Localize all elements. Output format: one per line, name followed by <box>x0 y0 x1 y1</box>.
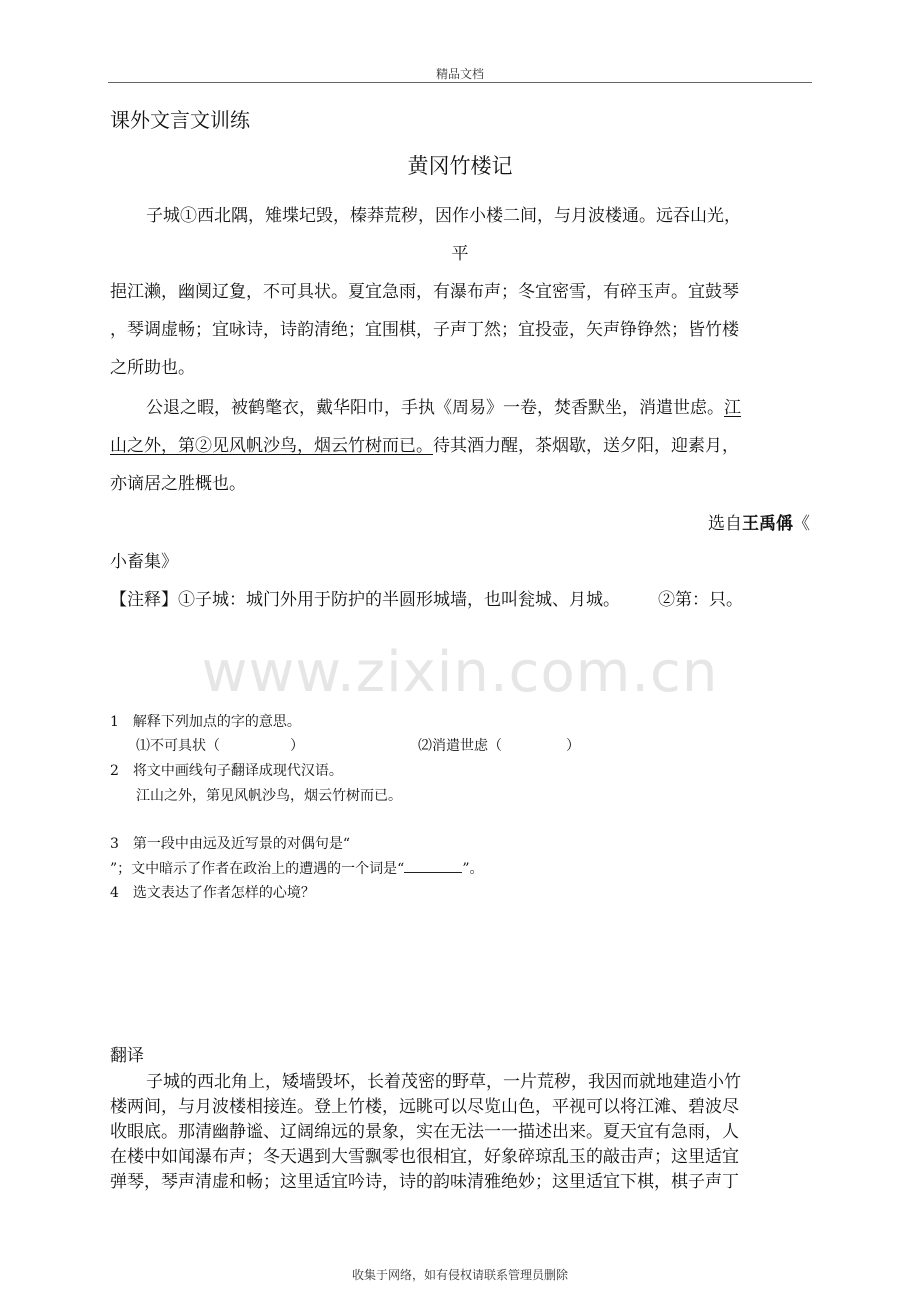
passage-title: 黄冈竹楼记 <box>407 154 513 178</box>
source-line <box>708 514 810 534</box>
question-3-text: ”；文中暗示了作者在政治上的遭遇的一个词是“ <box>110 861 405 877</box>
passage-text: 待其酒力醒，茶烟歇，送夕阳，迎素月， <box>433 436 739 456</box>
question-3 <box>110 836 350 852</box>
translation-line: 收眼底。那清幽静谧、辽阔绵远的景象，实在无法一一描述出来。夏天宜有急雨，人 <box>110 1122 739 1142</box>
passage-line <box>110 436 739 456</box>
answer-blank[interactable] <box>404 860 462 873</box>
source-book: 小畜集》 <box>110 552 178 572</box>
source-author: 王禹偁 <box>742 514 793 534</box>
translation-line: 子城的西北角上，矮墙毁坏，长着茂密的野草，一片荒秽，我因而就地建造小竹 <box>146 1072 741 1092</box>
section-title: 课外文言文训练 <box>110 108 250 132</box>
header-divider <box>108 82 812 83</box>
question-number: 4 <box>110 885 119 901</box>
passage-line: 亦谪居之胜概也。 <box>110 474 246 494</box>
question-number: 1 <box>110 714 119 730</box>
underlined-sentence: 江 <box>724 398 741 418</box>
underlined-sentence: 山之外，第②见风帆沙鸟，烟云竹树而已。 <box>110 436 433 456</box>
page-header: 精品文档 <box>435 67 484 81</box>
translation-line: 楼两间，与月波楼相接连。登上竹楼，远眺可以尽览山色，平视可以将江滩、碧波尽 <box>110 1097 739 1117</box>
question-1b <box>418 738 580 754</box>
note-line <box>110 590 743 610</box>
note-label: 【注释】 <box>110 590 178 610</box>
question-text: 选文表达了作者怎样的心境？ <box>132 885 315 901</box>
question-3-close: ”。 <box>462 861 484 877</box>
question-1b-close: ） <box>566 738 580 754</box>
passage-text: 公退之暇，被鹤氅衣，戴华阳巾，手执《周易》一卷，焚香默坐，消遣世虑。 <box>146 398 724 418</box>
passage-line <box>146 398 741 418</box>
passage-line: 之所助也。 <box>110 358 195 378</box>
translation-line: 在楼中如闻瀑布声；冬天遇到大雪飘零也很相宜，好象碎琼乱玉的敲击声；这里适宜 <box>110 1147 739 1167</box>
question-1b-text: ⑵消遣世虑（ <box>418 738 502 754</box>
question-1a <box>136 738 304 754</box>
question-number: 3 <box>110 836 119 852</box>
passage-line: ，琴调虚畅；宜咏诗，诗韵清绝；宜围棋，子声丁然；宜投壶，矢声铮铮然；皆竹楼 <box>110 320 739 340</box>
source-prefix: 选自 <box>708 514 742 534</box>
passage-line: 挹江濑，幽阒辽夐，不可具状。夏宜急雨，有瀑布声；冬宜密雪，有碎玉声。宜鼓琴 <box>110 282 739 302</box>
page-footer: 收集于网络，如有侵权请联系管理员删除 <box>351 1268 568 1282</box>
question-4 <box>110 885 315 901</box>
question-text: 第一段中由远及近写景的对偶句是“ <box>132 836 351 852</box>
question-1 <box>110 714 301 730</box>
question-1a-close: ） <box>290 738 304 754</box>
translation-heading: 翻译 <box>110 1046 144 1066</box>
question-2-sentence: 江山之外，第见风帆沙鸟，烟云竹树而已。 <box>136 788 402 804</box>
question-text: 解释下列加点的字的意思。 <box>132 714 301 730</box>
watermark: www.zixin.com.cn <box>201 640 719 705</box>
question-text: 将文中画线句子翻译成现代汉语。 <box>132 763 343 779</box>
passage-line: 子城①西北隅，雉堞圮毁，榛莽荒秽，因作小楼二间，与月波楼通。远吞山光， <box>146 206 741 226</box>
translation-line: 弹琴，琴声清虚和畅；这里适宜吟诗，诗的韵味清雅绝妙；这里适宜下棋，棋子声丁 <box>110 1172 739 1192</box>
question-number: 2 <box>110 763 119 779</box>
question-3-line2 <box>110 860 484 877</box>
passage-line: 平 <box>451 244 469 264</box>
question-1a-text: ⑴不可具状（ <box>136 738 220 754</box>
source-open-bracket: 《 <box>793 514 810 534</box>
note-1: ①子城：城门外用于防护的半圆形城墙，也叫瓮城、月城。 <box>178 590 620 610</box>
note-2: ②第：只。 <box>658 590 743 610</box>
question-2 <box>110 763 343 779</box>
